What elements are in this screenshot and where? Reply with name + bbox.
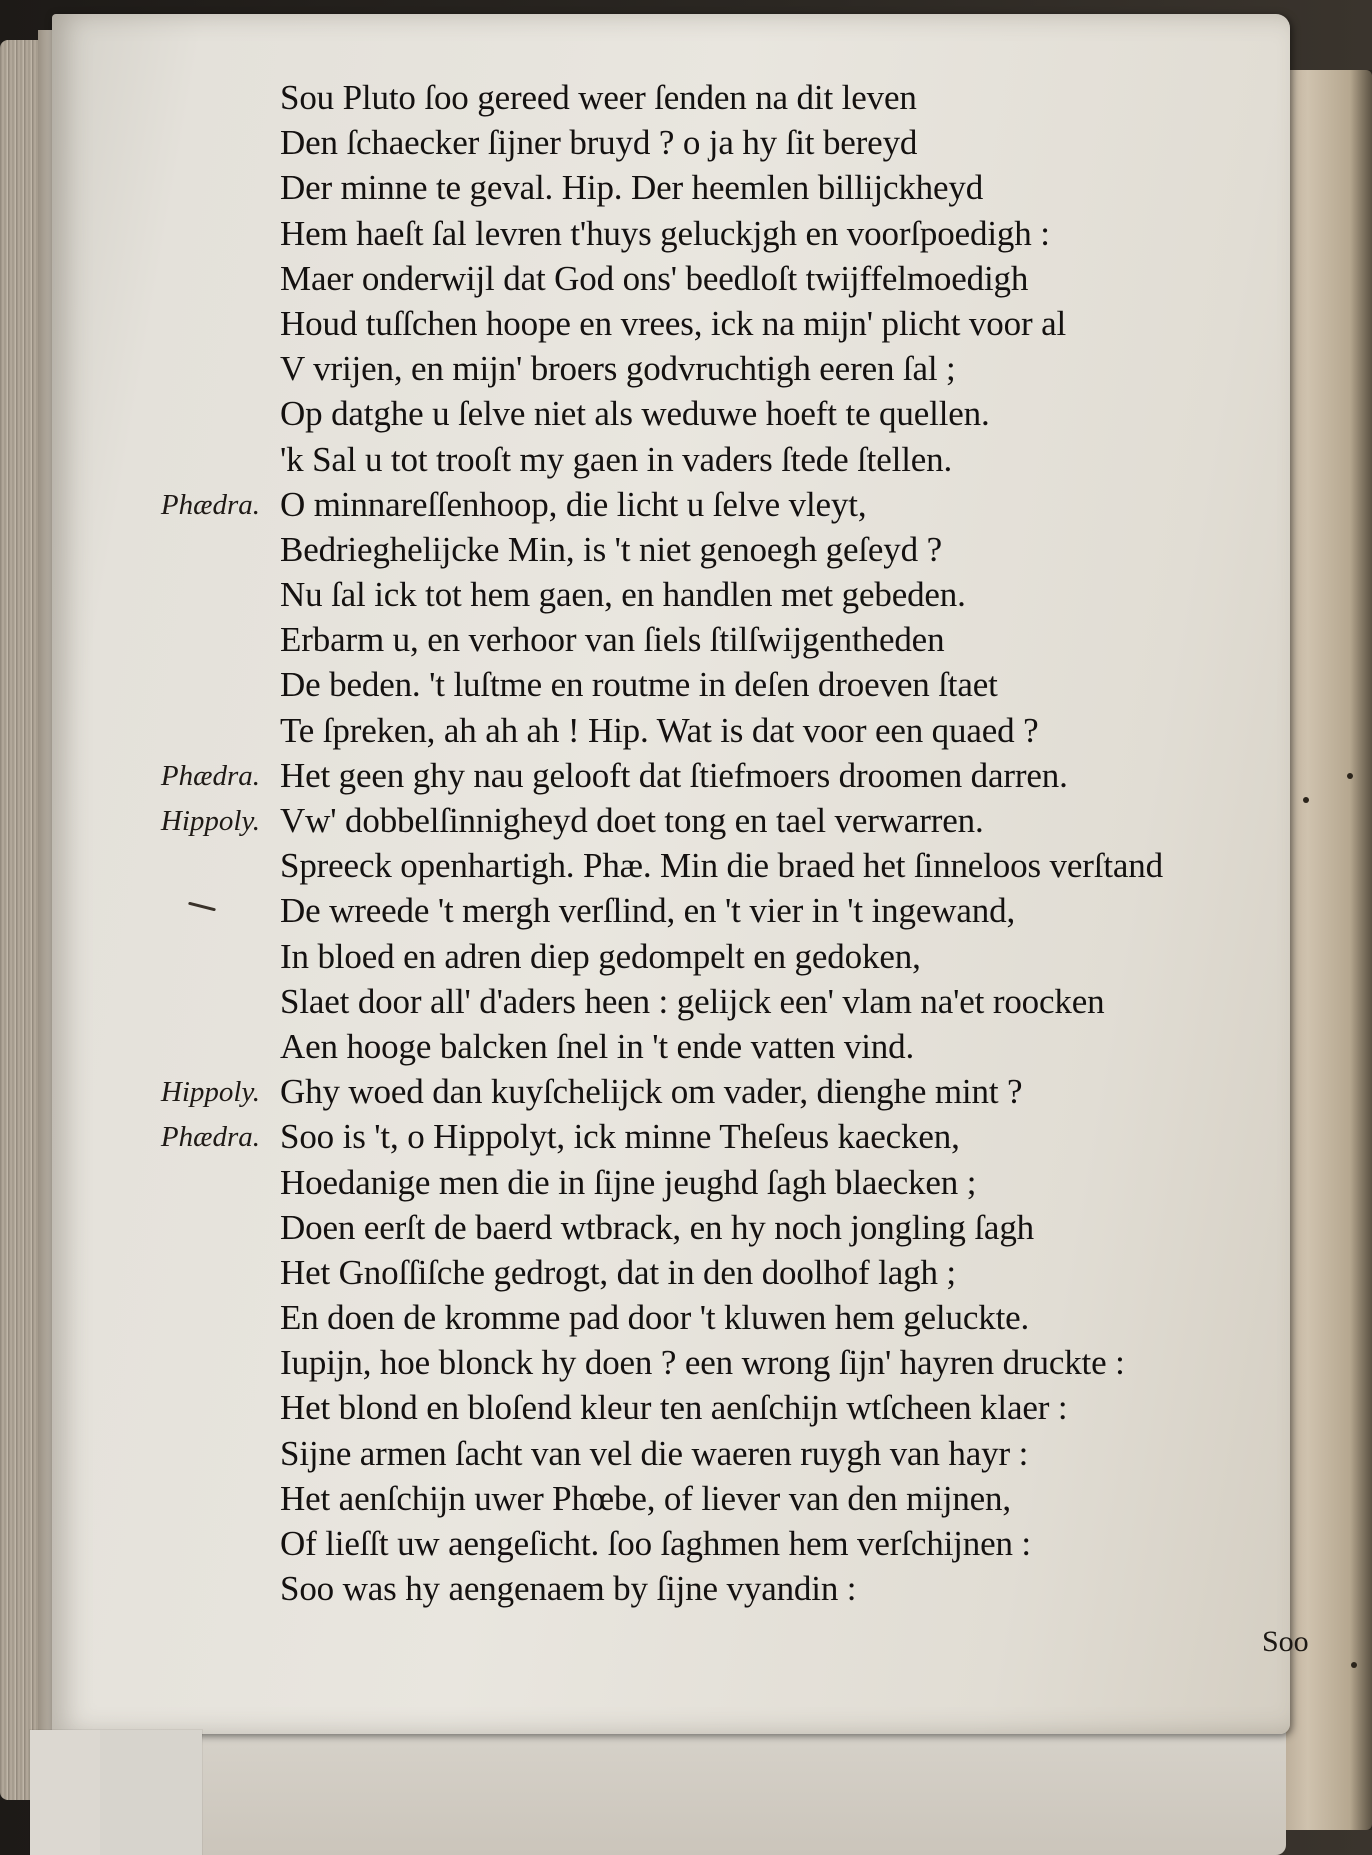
verse-text: Het Gnoſſiſche gedrogt, dat in den doolhof lagh ; xyxy=(280,1252,956,1292)
verse-line xyxy=(0,620,1290,665)
verse-line xyxy=(0,756,1290,801)
verse-text: Sou Pluto ſoo gereed weer ſenden na dit leven xyxy=(280,78,917,117)
verse-text: Ghy woed dan kuyſchelijck om vader, dienghe mint ? xyxy=(280,1072,1023,1112)
verse-line xyxy=(0,846,1290,891)
verse-line xyxy=(0,530,1290,575)
verse-line xyxy=(0,1253,1290,1298)
verse-line xyxy=(0,1163,1290,1208)
next-page-edge xyxy=(1280,70,1372,1830)
verse-text: Het aenſchijn uwer Phœbe, of liever van den mijnen, xyxy=(280,1478,1012,1518)
page-speck xyxy=(1303,797,1309,803)
catchword: Soo xyxy=(1262,1625,1309,1658)
verse-text: Nu ſal ick tot hem gaen, en handlen met gebeden. xyxy=(280,575,966,615)
verse-text: Bedrieghelijcke Min, is 't niet genoegh geſeyd ? xyxy=(280,529,942,569)
verse-text: Hem haeſt ſal levren t'huys geluckjgh en voorſpoedigh : xyxy=(280,213,1050,253)
verse-text: Aen hooge balcken ſnel in 't ende vatten vind. xyxy=(280,1026,915,1066)
page-speck xyxy=(1347,773,1353,779)
verse-text: Houd tuſſchen hoope en vrees, ick na mijn' plicht voor al xyxy=(280,303,1067,343)
verse-line xyxy=(0,1479,1290,1524)
verse-text: En doen de kromme pad door 't kluwen hem geluckte. xyxy=(280,1298,1030,1338)
verse-line xyxy=(0,801,1290,846)
verse-text: In bloed en adren diep gedompelt en gedoken, xyxy=(280,936,921,976)
verse-line xyxy=(0,1298,1290,1343)
verse-line xyxy=(0,485,1290,530)
verse-text-block xyxy=(0,78,1290,1614)
verse-text: Sijne armen ſacht van vel die waeren ruygh van hayr : xyxy=(280,1433,1029,1473)
verse-text: O minnareſſenhoop, die licht u ſelve vleyt, xyxy=(280,484,867,524)
verse-line xyxy=(0,937,1290,982)
verse-line xyxy=(0,304,1290,349)
verse-text: 'k Sal u tot trooſt my gaen in vaders ſtede ſtellen. xyxy=(280,439,953,479)
verse-line xyxy=(0,349,1290,394)
verse-line xyxy=(0,168,1290,213)
speaker-label: Phædra. xyxy=(160,1121,260,1154)
verse-text: V vrijen, en mijn' broers godvruchtigh eeren ſal ; xyxy=(280,349,956,389)
verse-line xyxy=(0,891,1290,936)
verse-text: Soo was hy aengenaem by ſijne vyandin : xyxy=(280,1569,857,1609)
verse-line xyxy=(0,1117,1290,1162)
verse-line xyxy=(0,259,1290,304)
verse-text: Het blond en bloſend kleur ten aenſchijn wtſcheen klaer : xyxy=(280,1388,1068,1428)
corner-swatch xyxy=(30,1730,202,1855)
speaker-label: Hippoly. xyxy=(160,805,260,837)
speaker-label: Hippoly. xyxy=(160,1076,260,1109)
verse-text: Maer onderwijl dat God ons' beedloſt twijffelmoedigh xyxy=(280,258,1029,298)
verse-text: Soo is 't, o Hippolyt, ick minne Theſeus kaecken, xyxy=(280,1117,960,1157)
verse-line xyxy=(0,78,1290,123)
verse-text: Te ſpreken, ah ah ah ! Hip. Wat is dat voor een quaed ? xyxy=(280,710,1039,750)
verse-line xyxy=(0,1072,1290,1117)
page-speck xyxy=(1351,1662,1357,1668)
verse-line xyxy=(0,1569,1290,1614)
verse-text: Vw' dobbelſinnigheyd doet tong en tael verwarren. xyxy=(280,801,984,840)
verse-line xyxy=(0,394,1290,439)
verse-text: Of lieſſt uw aengeſicht. ſoo ſaghmen hem verſchijnen : xyxy=(280,1524,1031,1563)
verse-line xyxy=(0,440,1290,485)
verse-text: De wreede 't mergh verſlind, en 't vier in 't ingewand, xyxy=(280,891,1016,931)
verse-text: De beden. 't luſtme en routme in deſen droeven ſtaet xyxy=(280,665,998,705)
speaker-label: Phædra. xyxy=(160,488,260,521)
speaker-label: Phædra. xyxy=(160,759,260,792)
verse-text: Op datghe u ſelve niet als weduwe hoeft te quellen. xyxy=(280,394,990,434)
verse-text: Hoedanige men die in ſijne jeughd ſagh blaecken ; xyxy=(280,1162,977,1202)
verse-line xyxy=(0,575,1290,620)
verse-line xyxy=(0,1524,1290,1569)
verse-line xyxy=(0,1434,1290,1479)
verse-line xyxy=(0,1208,1290,1253)
verse-line xyxy=(0,982,1290,1027)
verse-line xyxy=(0,665,1290,710)
verse-text: Het geen ghy nau gelooft dat ſtiefmoers droomen darren. xyxy=(280,755,1068,795)
verse-text: Der minne te geval. Hip. Der heemlen billijckheyd xyxy=(280,168,984,208)
verse-line xyxy=(0,1027,1290,1072)
verse-text: Iupijn, hoe blonck hy doen ? een wrong ſijn' hayren druckte : xyxy=(280,1343,1125,1383)
verse-line xyxy=(0,1388,1290,1433)
verse-line xyxy=(0,123,1290,168)
verse-text: Doen eerſt de baerd wtbrack, en hy noch jongling ſagh xyxy=(280,1207,1035,1247)
verse-line xyxy=(0,1343,1290,1388)
verse-text: Spreeck openhartigh. Phæ. Min die braed het ſinneloos verſtand xyxy=(280,846,1163,886)
verse-text: Erbarm u, en verhoor van ſiels ſtilſwijgentheden xyxy=(280,620,945,660)
verse-line xyxy=(0,214,1290,259)
verse-text: Slaet door all' d'aders heen : gelijck een' vlam na'et roocken xyxy=(280,981,1105,1021)
verse-line xyxy=(0,711,1290,756)
verse-text: Den ſchaecker ſijner bruyd ? o ja hy ſit bereyd xyxy=(280,123,918,163)
